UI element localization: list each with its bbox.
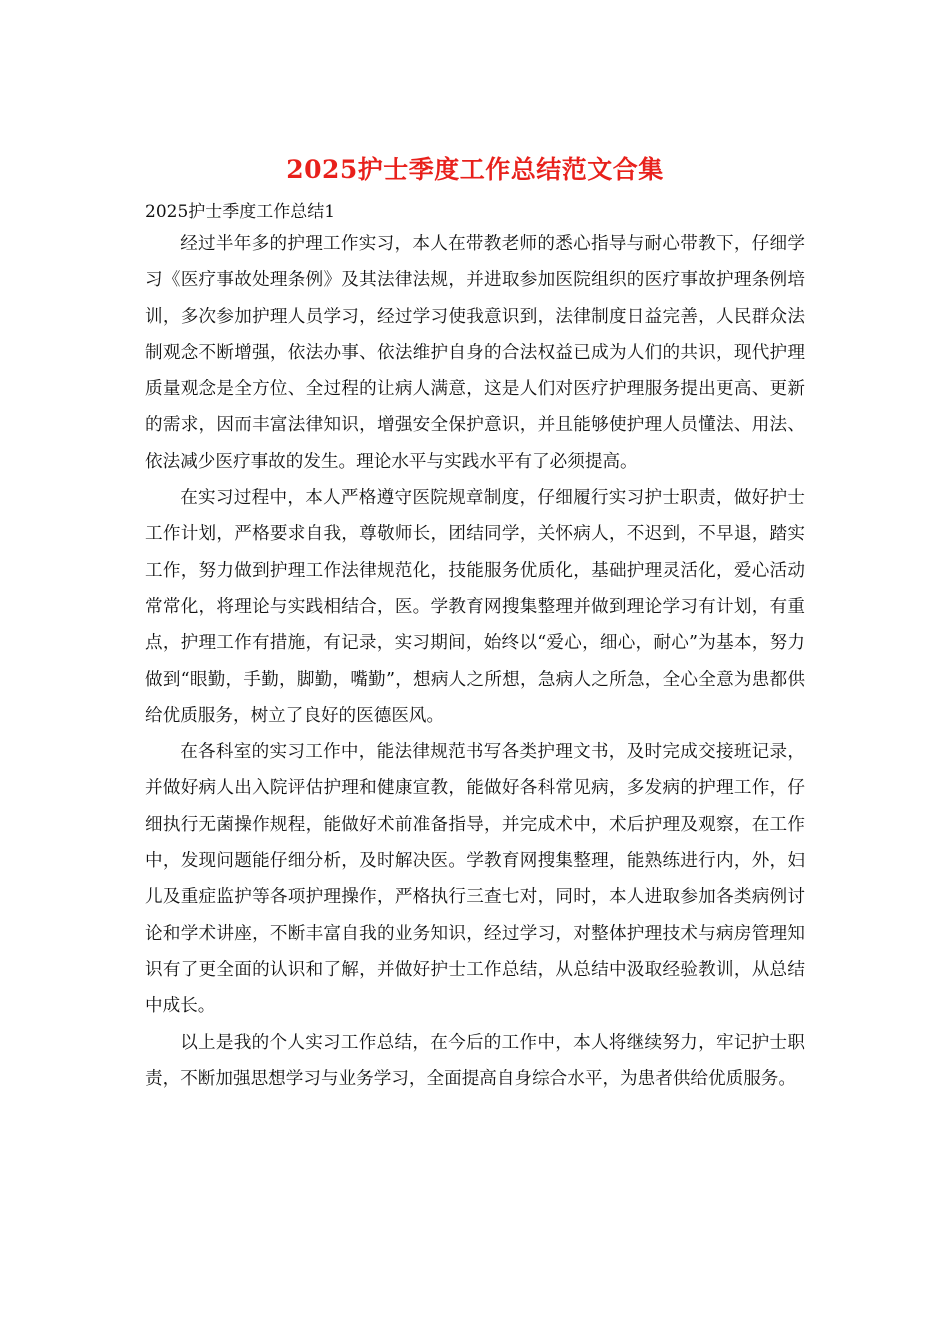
document-body [145,226,805,1097]
paragraph: 在实习过程中，本人严格遵守医院规章制度，仔细履行实习护士职责，做好护士工作计划，严格要求自我，尊敬师长，团结同学，关怀病人，不迟到，不早退，踏实工作，努力做到护理工作法律规范化，技能服务优质化，基础护理灵活化，爱心活动常常化，将理论与实践相结合，医。学教育网搜集整理并做到理论学习有计划，有重点，护理工作有措施，有记录，实习期间，始终以“爱心，细心，耐心”为基本，努力做到“眼勤，手勤，脚勤，嘴勤”，想病人之所想，急病人之所急，全心全意为患都供给优质服务，树立了良好的医德医风。 [145,488,805,726]
section-heading: 2025护士季度工作总结1 [145,202,336,222]
paragraph: 以上是我的个人实习工作总结，在今后的工作中，本人将继续努力，牢记护士职责，不断加强思想学习与业务学习，全面提高自身综合水平，为患者供给优质服务。 [145,1032,805,1089]
document-title: 2025护士季度工作总结范文合集 [286,155,664,184]
paragraph: 在各科室的实习工作中，能法律规范书写各类护理文书，及时完成交接班记录，并做好病人出入院评估护理和健康宣教，能做好各科常见病，多发病的护理工作，仔细执行无菌操作规程，能做好术前准备指导，并完成术中，术后护理及观察，在工作中，发现问题能仔细分析，及时解决医。学教育网搜集整理，能熟练进行内，外，妇儿及重症监护等各项护理操作，严格执行三查七对，同时，本人进取参加各类病例讨论和学术讲座，不断丰富自我的业务知识，经过学习，对整体护理技术与病房管理知识有了更全面的认识和了解，并做好护士工作总结，从总结中汲取经验教训，从总结中成长。 [145,742,805,1017]
paragraph: 经过半年多的护理工作实习，本人在带教老师的悉心指导与耐心带教下，仔细学习《医疗事故处理条例》及其法律法规，并进取参加医院组织的医疗事故护理条例培训，多次参加护理人员学习，经过学习使我意识到，法律制度日益完善，人民群众法制观念不断增强，依法办事、依法维护自身的合法权益已成为人们的共识，现代护理质量观念是全方位、全过程的让病人满意，这是人们对医疗护理服务提出更高、更新的需求，因而丰富法律知识，增强安全保护意识，并且能够使护理人员懂法、用法、依法减少医疗事故的发生。理论水平与实践水平有了必须提高。 [145,234,805,472]
